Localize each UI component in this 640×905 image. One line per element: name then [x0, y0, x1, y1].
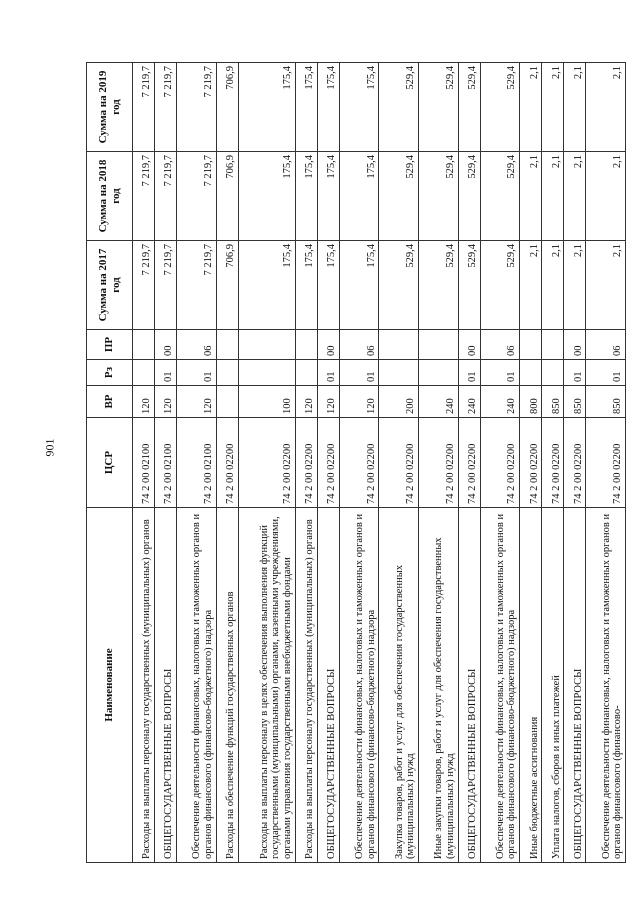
cell-s2018: 7 219,7 [177, 152, 217, 241]
cell-pr [520, 330, 542, 360]
cell-s2018: 175,4 [339, 152, 379, 241]
header-sum-2018: Сумма на 2018 год [87, 152, 133, 241]
table-row [564, 63, 586, 863]
cell-csr: 74 2 00 02200 [458, 418, 480, 508]
cell-s2018: 2,1 [542, 152, 564, 241]
cell-vr: 850 [586, 386, 626, 418]
cell-s2017: 7 219,7 [133, 241, 155, 330]
cell-s2018: 529,4 [480, 152, 520, 241]
header-csr: ЦСР [87, 418, 133, 508]
cell-s2019: 2,1 [520, 63, 542, 152]
cell-s2017: 529,4 [458, 241, 480, 330]
cell-vr: 120 [317, 386, 339, 418]
cell-rz: 01 [564, 360, 586, 386]
cell-pr [238, 330, 295, 360]
cell-name: Иные бюджетные ассигнования [520, 508, 542, 863]
cell-s2019: 175,4 [295, 63, 317, 152]
cell-csr: 74 2 00 02200 [586, 418, 626, 508]
cell-rz [542, 360, 564, 386]
cell-s2019: 7 219,7 [177, 63, 217, 152]
cell-s2017: 7 219,7 [177, 241, 217, 330]
table-row [177, 63, 217, 863]
cell-vr: 800 [520, 386, 542, 418]
cell-s2019: 2,1 [564, 63, 586, 152]
table-row [419, 63, 459, 863]
cell-name: ОБЩЕГОСУДАРСТВЕННЫЕ ВОПРОСЫ [155, 508, 177, 863]
cell-pr: 06 [480, 330, 520, 360]
cell-rz [379, 360, 419, 386]
cell-rz [419, 360, 459, 386]
cell-vr: 120 [133, 386, 155, 418]
cell-vr: 120 [177, 386, 217, 418]
rotated-table-wrapper [86, 63, 626, 863]
cell-pr [542, 330, 564, 360]
cell-rz: 01 [586, 360, 626, 386]
cell-name: Обеспечение деятельности финансовых, налоговых и таможенных органов и органов финансового (финансово- [586, 508, 626, 863]
cell-name: Обеспечение деятельности финансовых, налоговых и таможенных органов и органов финансового (финансово-бюджетного) надзора [177, 508, 217, 863]
cell-s2019: 7 219,7 [155, 63, 177, 152]
cell-s2017: 2,1 [564, 241, 586, 330]
header-pr: ПР [87, 330, 133, 360]
table-header-row [87, 63, 133, 863]
cell-s2017: 175,4 [238, 241, 295, 330]
cell-name: Обеспечение деятельности финансовых, налоговых и таможенных органов и органов финансового (финансово-бюджетного) надзора [480, 508, 520, 863]
cell-vr: 100 [238, 386, 295, 418]
cell-s2017: 7 219,7 [155, 241, 177, 330]
cell-name: Расходы на выплаты персоналу государственных (муниципальных) органов [295, 508, 317, 863]
cell-s2017: 2,1 [542, 241, 564, 330]
cell-s2017: 529,4 [480, 241, 520, 330]
budget-table [86, 62, 626, 863]
cell-vr: 120 [295, 386, 317, 418]
cell-pr: 00 [317, 330, 339, 360]
header-vr: ВР [87, 386, 133, 418]
table-row [542, 63, 564, 863]
cell-s2018: 2,1 [520, 152, 542, 241]
cell-s2019: 175,4 [238, 63, 295, 152]
cell-s2019: 175,4 [317, 63, 339, 152]
cell-csr: 74 2 00 02200 [419, 418, 459, 508]
cell-s2019: 529,4 [419, 63, 459, 152]
table-row [586, 63, 626, 863]
cell-s2018: 7 219,7 [155, 152, 177, 241]
cell-vr: 850 [564, 386, 586, 418]
cell-rz: 01 [317, 360, 339, 386]
cell-name: Обеспечение деятельности финансовых, налоговых и таможенных органов и органов финансового (финансово-бюджетного) надзора [339, 508, 379, 863]
cell-rz [295, 360, 317, 386]
cell-pr: 06 [177, 330, 217, 360]
cell-vr: 240 [419, 386, 459, 418]
cell-csr: 74 2 00 02200 [564, 418, 586, 508]
cell-rz: 01 [339, 360, 379, 386]
table-row [339, 63, 379, 863]
cell-csr: 74 2 00 02200 [295, 418, 317, 508]
cell-pr: 00 [564, 330, 586, 360]
cell-s2017: 529,4 [379, 241, 419, 330]
cell-s2018: 529,4 [458, 152, 480, 241]
cell-pr: 00 [458, 330, 480, 360]
cell-s2019: 529,4 [480, 63, 520, 152]
cell-csr: 74 2 00 02200 [542, 418, 564, 508]
cell-csr: 74 2 00 02200 [238, 418, 295, 508]
header-sum-2019: Сумма на 2019 год [87, 63, 133, 152]
cell-name: ОБЩЕГОСУДАРСТВЕННЫЕ ВОПРОСЫ [564, 508, 586, 863]
cell-vr: 240 [458, 386, 480, 418]
cell-vr [216, 386, 238, 418]
cell-rz [520, 360, 542, 386]
cell-s2019: 2,1 [542, 63, 564, 152]
cell-name: ОБЩЕГОСУДАРСТВЕННЫЕ ВОПРОСЫ [317, 508, 339, 863]
table-row [317, 63, 339, 863]
cell-rz: 01 [155, 360, 177, 386]
cell-s2018: 2,1 [586, 152, 626, 241]
cell-pr: 00 [155, 330, 177, 360]
cell-name: Иные закупки товаров, работ и услуг для обеспечения государственных (муниципальных) нужд [419, 508, 459, 863]
cell-csr: 74 2 00 02200 [339, 418, 379, 508]
cell-vr: 120 [339, 386, 379, 418]
cell-name: Уплата налогов, сборов и иных платежей [542, 508, 564, 863]
cell-pr [216, 330, 238, 360]
cell-rz [238, 360, 295, 386]
cell-csr: 74 2 00 02200 [480, 418, 520, 508]
cell-s2017: 175,4 [295, 241, 317, 330]
cell-s2018: 706,9 [216, 152, 238, 241]
cell-name: Расходы на выплаты персоналу государственных (муниципальных) органов [133, 508, 155, 863]
table-row [379, 63, 419, 863]
table-row [520, 63, 542, 863]
cell-s2018: 529,4 [419, 152, 459, 241]
table-row [458, 63, 480, 863]
cell-vr: 200 [379, 386, 419, 418]
table-body [133, 63, 626, 863]
cell-s2017: 175,4 [339, 241, 379, 330]
cell-csr: 74 2 00 02200 [216, 418, 238, 508]
cell-csr: 74 2 00 02100 [177, 418, 217, 508]
table-row [480, 63, 520, 863]
cell-s2017: 175,4 [317, 241, 339, 330]
cell-s2019: 175,4 [339, 63, 379, 152]
cell-s2019: 7 219,7 [133, 63, 155, 152]
cell-s2017: 2,1 [586, 241, 626, 330]
cell-s2019: 529,4 [458, 63, 480, 152]
cell-pr: 06 [586, 330, 626, 360]
cell-csr: 74 2 00 02200 [520, 418, 542, 508]
cell-csr: 74 2 00 02200 [379, 418, 419, 508]
cell-s2018: 175,4 [317, 152, 339, 241]
cell-pr [379, 330, 419, 360]
cell-s2018: 2,1 [564, 152, 586, 241]
cell-pr [133, 330, 155, 360]
cell-s2018: 7 219,7 [133, 152, 155, 241]
cell-rz: 01 [458, 360, 480, 386]
page-number: 901 [42, 438, 57, 457]
cell-name: Расходы на выплаты персоналу в целях обеспечения выполнения функций государственными (муниципальными) органами, казенными учреждениями, органами управления государственными внебюджетными фондами [238, 508, 295, 863]
header-sum-2017: Сумма на 2017 год [87, 241, 133, 330]
cell-csr: 74 2 00 02100 [155, 418, 177, 508]
cell-s2017: 706,9 [216, 241, 238, 330]
cell-s2019: 529,4 [379, 63, 419, 152]
cell-name: ОБЩЕГОСУДАРСТВЕННЫЕ ВОПРОСЫ [458, 508, 480, 863]
cell-pr: 06 [339, 330, 379, 360]
cell-csr: 74 2 00 02100 [133, 418, 155, 508]
cell-rz [216, 360, 238, 386]
cell-pr [295, 330, 317, 360]
table-row [155, 63, 177, 863]
cell-vr: 240 [480, 386, 520, 418]
cell-vr: 120 [155, 386, 177, 418]
cell-csr: 74 2 00 02200 [317, 418, 339, 508]
header-name: Наименование [87, 508, 133, 863]
cell-pr [419, 330, 459, 360]
table-row [216, 63, 238, 863]
cell-vr: 850 [542, 386, 564, 418]
cell-name: Закупка товаров, работ и услуг для обеспечения государственных (муниципальных) нужд [379, 508, 419, 863]
cell-s2018: 529,4 [379, 152, 419, 241]
cell-s2018: 175,4 [295, 152, 317, 241]
header-rz: Рз [87, 360, 133, 386]
cell-s2017: 529,4 [419, 241, 459, 330]
cell-rz [133, 360, 155, 386]
cell-name: Расходы на обеспечение функций государственных органов [216, 508, 238, 863]
table-row [238, 63, 295, 863]
cell-rz: 01 [177, 360, 217, 386]
cell-s2019: 2,1 [586, 63, 626, 152]
cell-s2017: 2,1 [520, 241, 542, 330]
cell-s2019: 706,9 [216, 63, 238, 152]
table-row [295, 63, 317, 863]
cell-rz: 01 [480, 360, 520, 386]
table-row [133, 63, 155, 863]
cell-s2018: 175,4 [238, 152, 295, 241]
